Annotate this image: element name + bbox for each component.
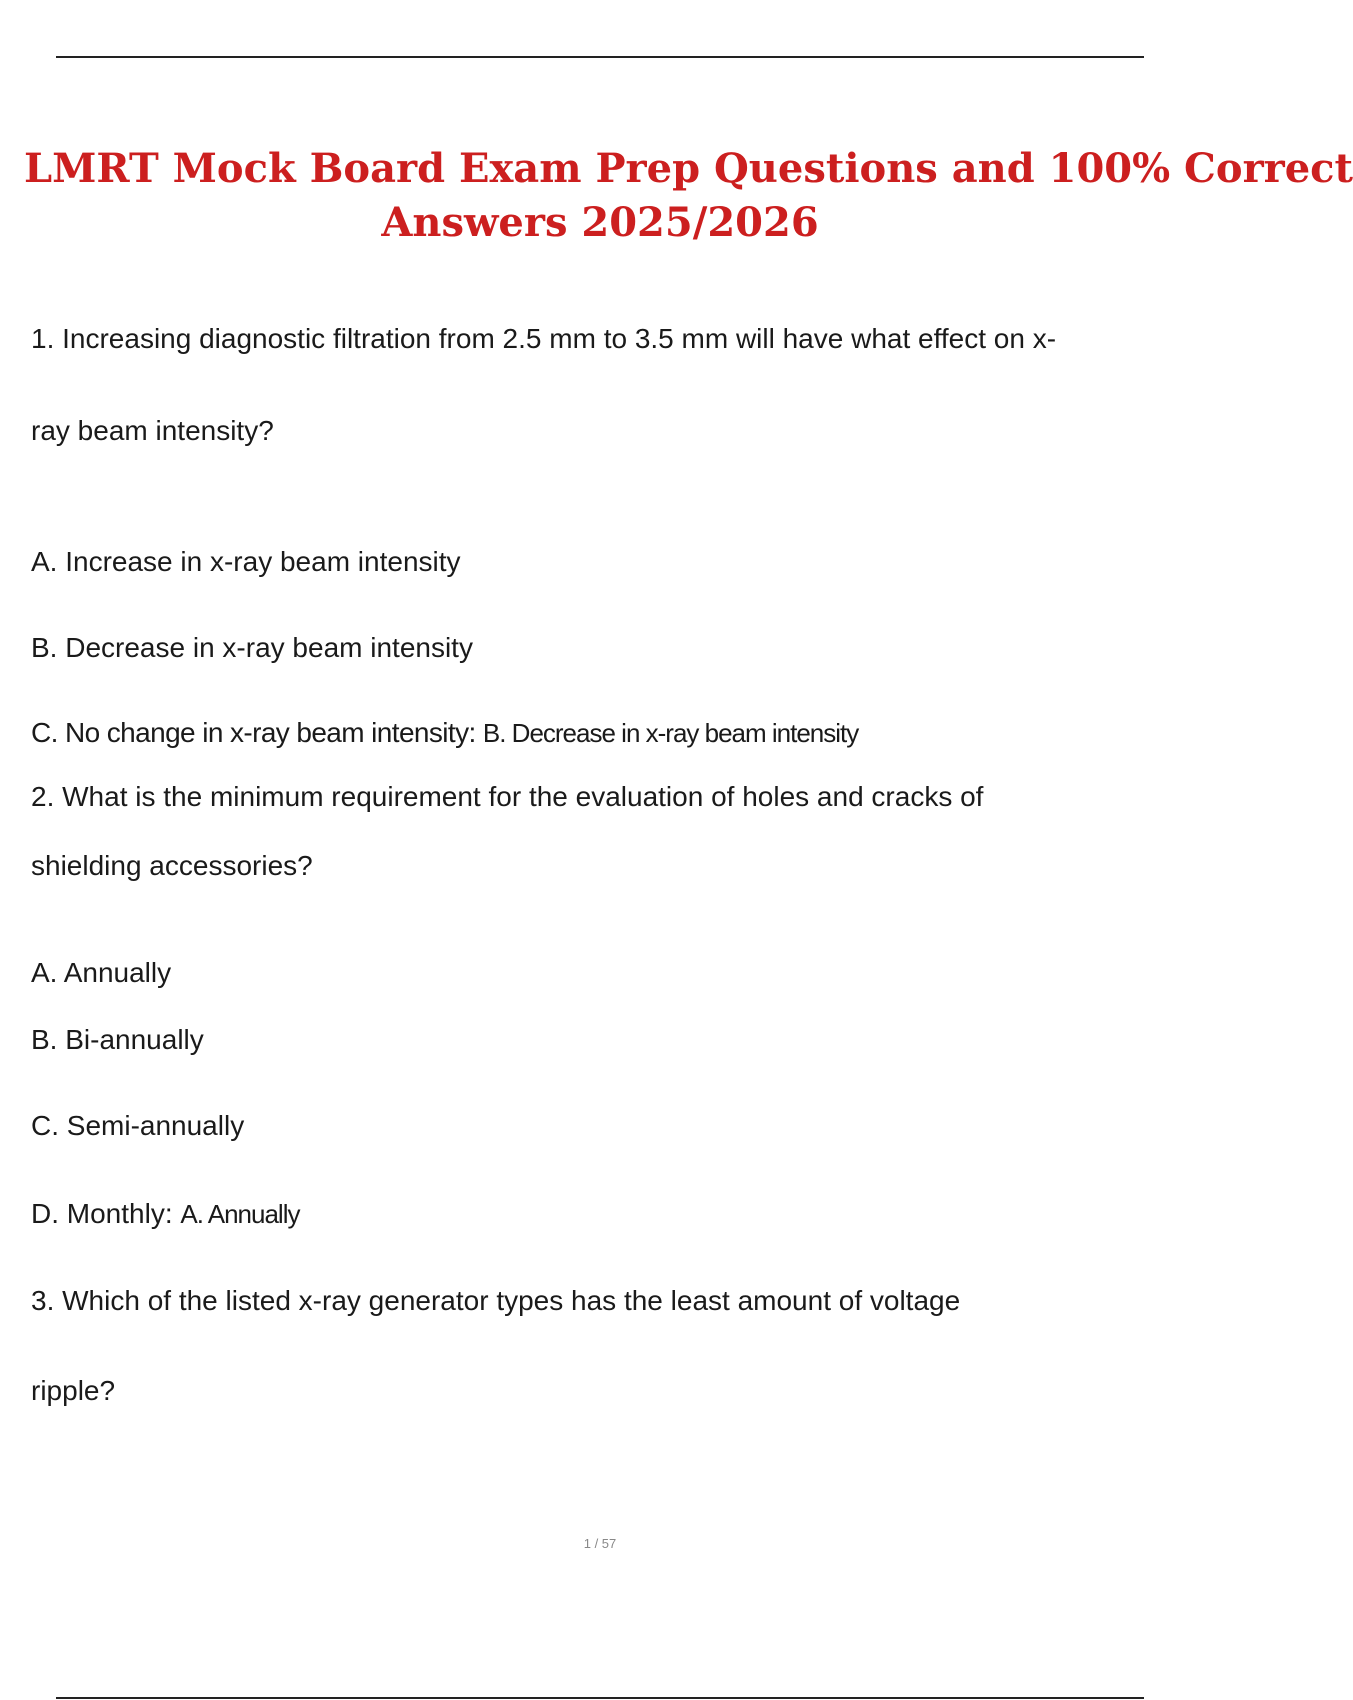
question-3-text-cont: ripple? — [31, 1375, 116, 1406]
question-2-option-b: B. Bi-annually — [31, 1024, 204, 1055]
question-1-text: 1. Increasing diagnostic filtration from 2.5 mm to 3.5 mm will have what effect on x- — [31, 323, 1057, 354]
question-1-answer: B. Decrease in x-ray beam intensity — [482, 718, 859, 748]
question-2-text: 2. What is the minimum requirement for the evaluation of holes and cracks of — [31, 781, 984, 812]
page-number: 1 / 57 — [583, 1536, 617, 1551]
top-rule — [56, 56, 1144, 58]
bottom-rule — [56, 1697, 1144, 1699]
question-1-text-cont: ray beam intensity? — [31, 415, 274, 446]
question-1-option-c-line — [31, 716, 858, 750]
question-2-option-c: C. Semi-annually — [31, 1110, 245, 1141]
question-1-option-a: A. Increase in x-ray beam intensity — [31, 546, 461, 577]
title-line-1: LMRT Mock Board Exam Prep Questions and 100% Correct — [24, 145, 1353, 192]
question-2-option-a: A. Annually — [31, 957, 172, 988]
question-1-option-c: C. No change in x-ray beam intensity: — [31, 717, 476, 748]
document-title — [0, 142, 1353, 250]
question-2-option-d-line — [31, 1197, 299, 1231]
question-3-text: 3. Which of the listed x-ray generator types has the least amount of voltage — [31, 1285, 961, 1316]
question-2-option-d: D. Monthly: — [31, 1198, 173, 1229]
title-line-2: Answers 2025/2026 — [381, 199, 819, 246]
question-1-option-b: B. Decrease in x-ray beam intensity — [31, 632, 473, 663]
question-2-answer: A. Annually — [180, 1199, 300, 1229]
question-2-text-cont: shielding accessories? — [31, 850, 313, 881]
